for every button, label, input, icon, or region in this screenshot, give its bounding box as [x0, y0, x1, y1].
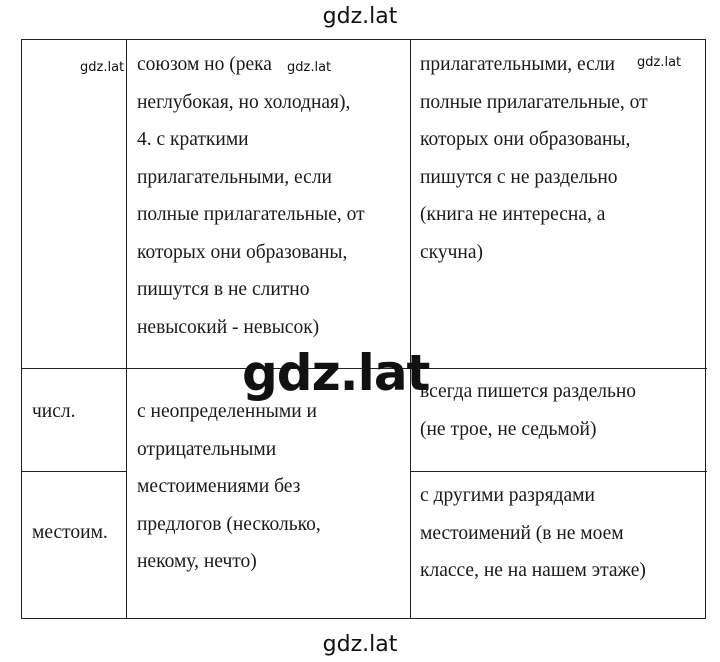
- text-line: местоимениями без: [137, 476, 301, 497]
- text-line: предлогов (несколько,: [137, 513, 321, 535]
- watermark-small: gdz.lat: [287, 60, 332, 75]
- row1-col3-text: [420, 46, 648, 271]
- text-line: которых они образованы,: [420, 129, 631, 150]
- text-line: скучна): [420, 241, 483, 263]
- merged-col2-text: [137, 393, 321, 581]
- table-divider-col1: [126, 40, 127, 618]
- watermark-small: gdz.lat: [637, 55, 682, 70]
- row1-col2-text: [137, 46, 365, 346]
- table-divider-row2-col3: [410, 471, 707, 472]
- text-line: полные прилагательные, от: [137, 204, 365, 225]
- text-line: которых они образованы,: [137, 241, 348, 263]
- row3-col3-text: [420, 477, 646, 590]
- text-line: неглубокая, но холодная),: [137, 91, 351, 113]
- text-line: полные прилагательные, от: [420, 91, 648, 113]
- text-line: пишутся с не раздельно: [420, 166, 618, 188]
- watermark-center: gdz.lat: [242, 344, 430, 402]
- text-line: отрицательными: [137, 438, 277, 460]
- watermark-small: gdz.lat: [80, 60, 125, 75]
- text-line: прилагательными, если: [420, 54, 615, 75]
- text-line: прилагательными, если: [137, 166, 332, 188]
- row3-col1-label: местоим.: [32, 522, 108, 543]
- row2-col1-label: числ.: [32, 401, 76, 422]
- text-line: союзом но (река: [137, 54, 272, 75]
- text-line: 4. с краткими: [137, 129, 249, 150]
- watermark-bottom: gdz.lat: [322, 632, 398, 657]
- text-line: классе, не на нашем этаже): [420, 560, 646, 581]
- text-line: всегда пишется раздельно: [420, 381, 637, 402]
- text-line: с другими разрядами: [420, 485, 595, 506]
- text-line: пишутся в не слитно: [137, 279, 310, 300]
- text-line: местоимений (в не моем: [420, 522, 624, 544]
- text-line: невысокий - невысок): [137, 316, 320, 338]
- text-line: (книга не интересна, а: [420, 204, 606, 225]
- watermark-top: gdz.lat: [322, 4, 398, 29]
- text-line: с неопределенными и: [137, 401, 317, 422]
- text-line: (не трое, не седьмой): [420, 418, 597, 440]
- table-divider-row2-col1: [22, 471, 127, 472]
- text-line: некому, нечто): [137, 551, 257, 572]
- row2-col3-text: [420, 373, 636, 448]
- table-divider-col2: [410, 40, 411, 618]
